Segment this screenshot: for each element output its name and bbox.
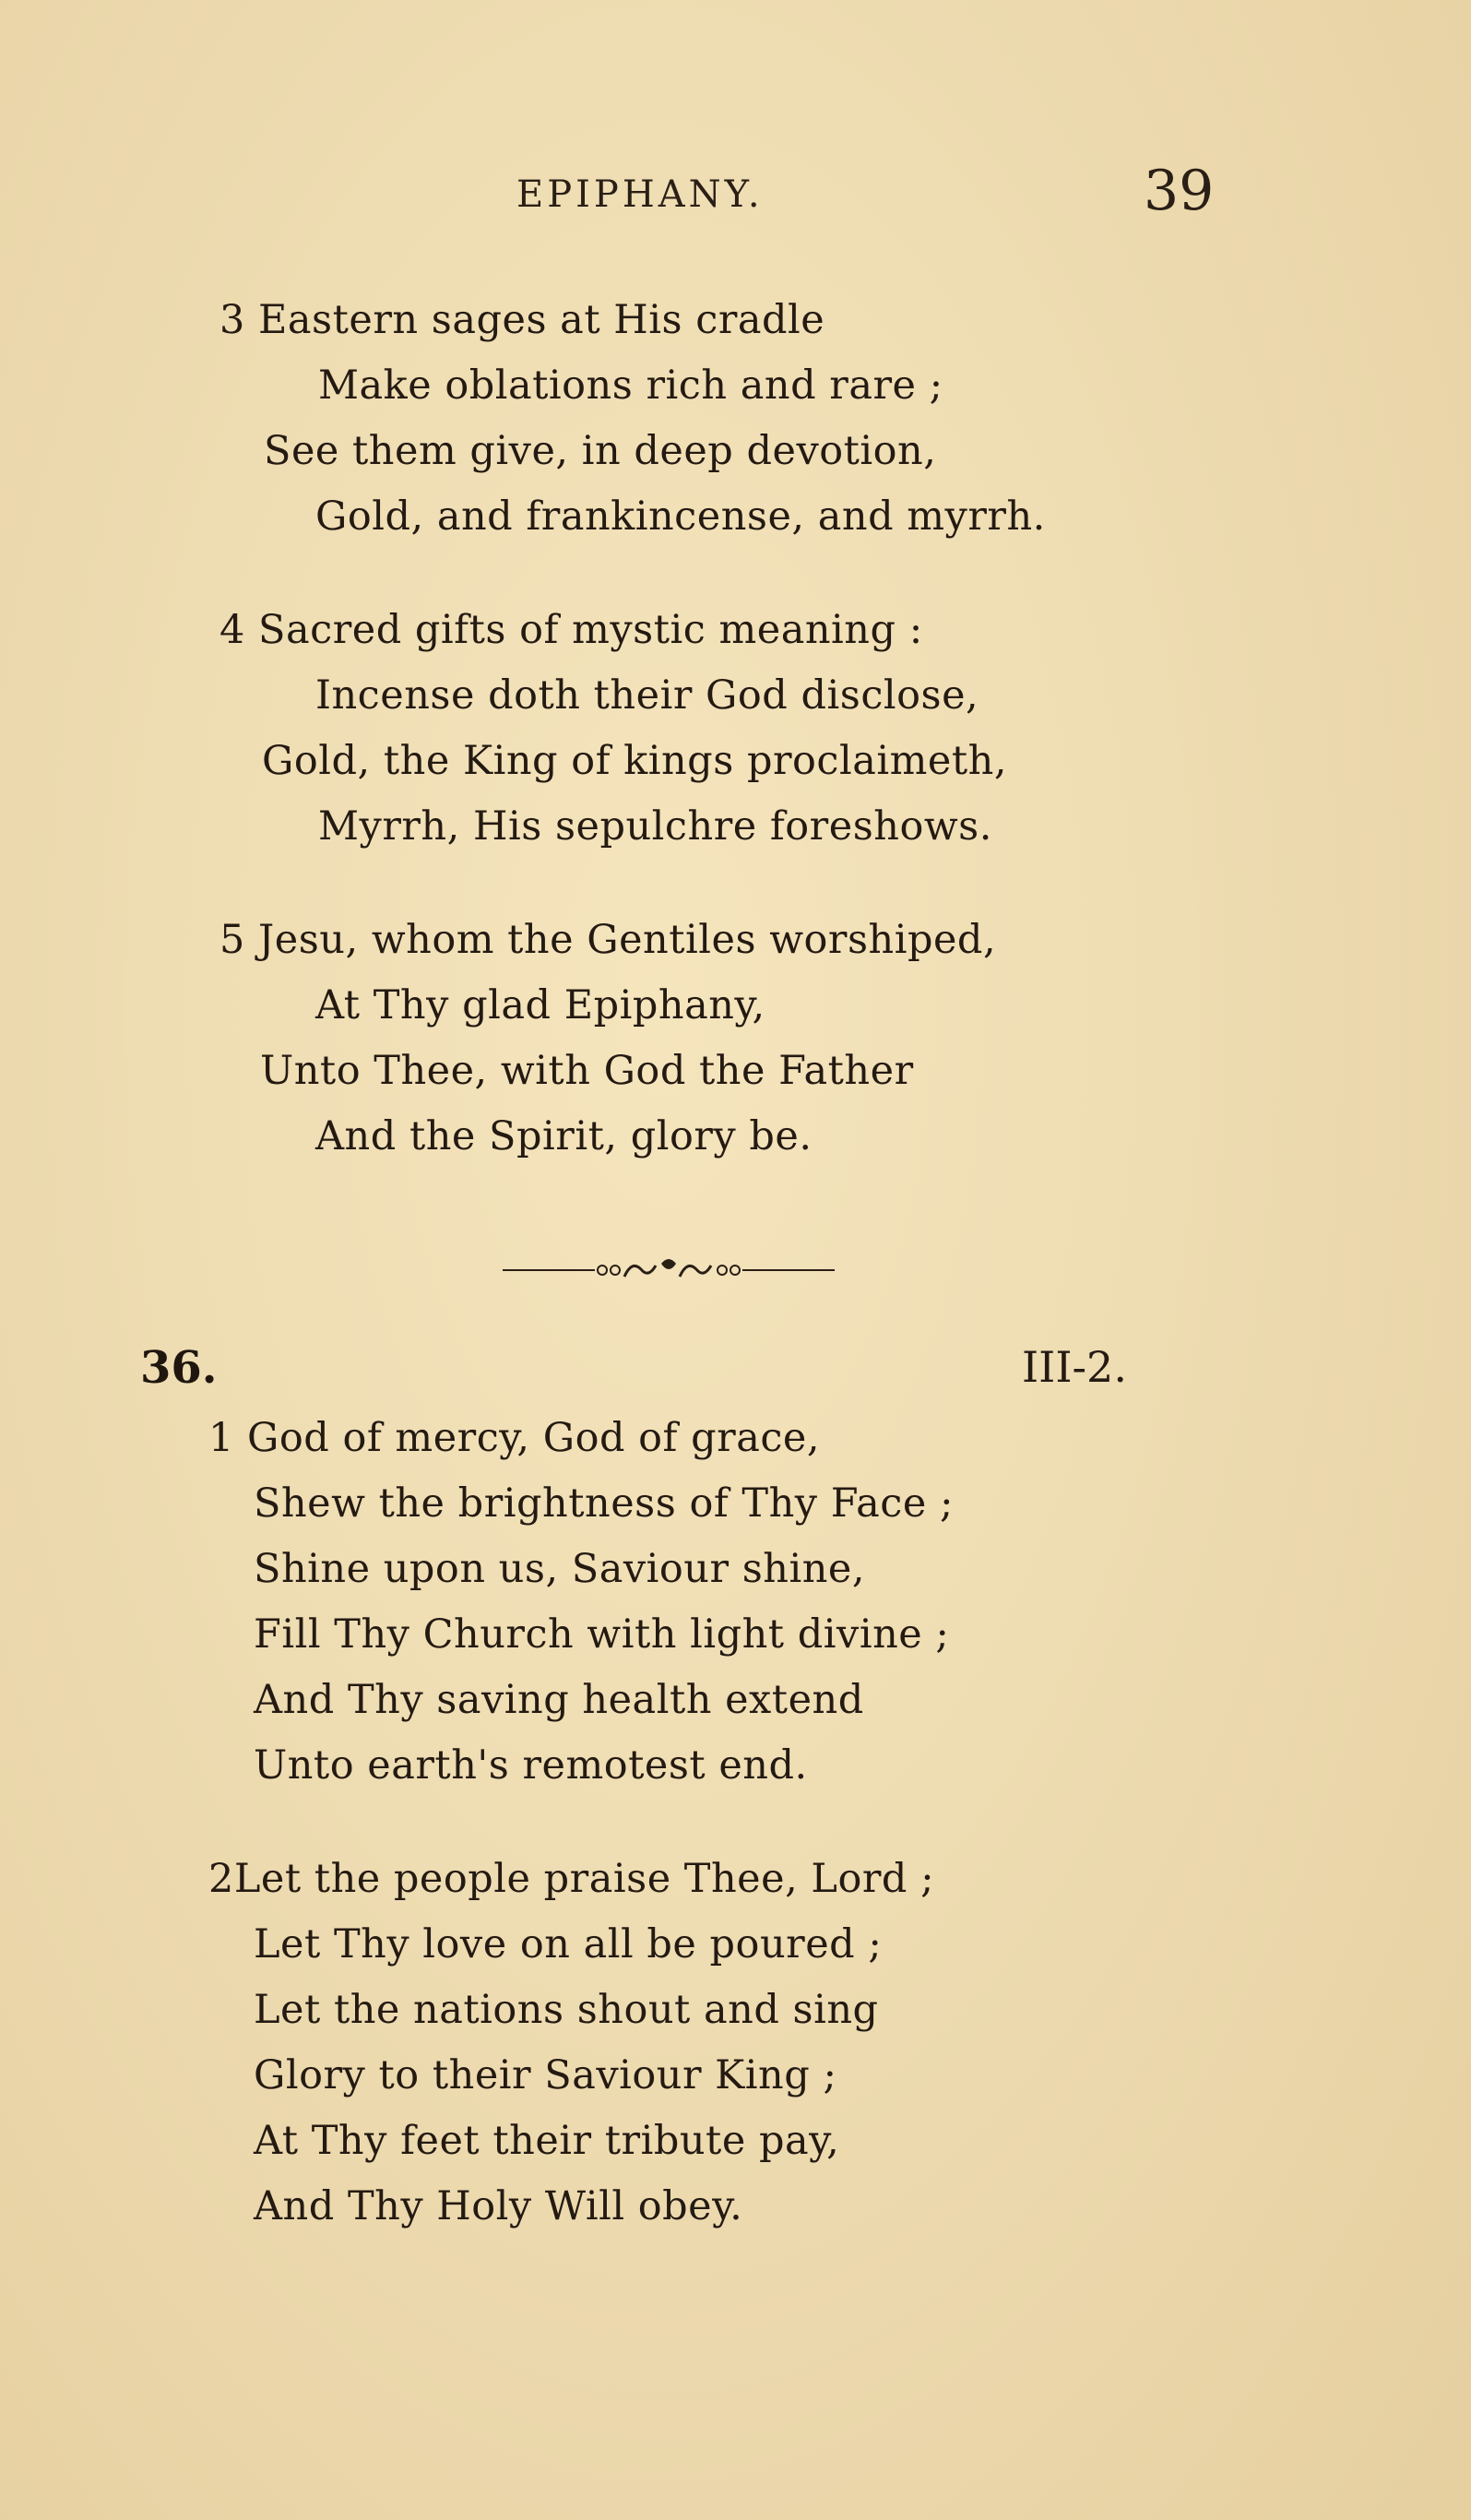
hymn-stanza-1-line-3: Shine upon us, Saviour shine, xyxy=(254,1546,866,1592)
stanza-5-line-2: At Thy glad Epiphany, xyxy=(315,982,765,1028)
hymn-stanza-2-line-4: Glory to their Saviour King ; xyxy=(254,2052,837,2098)
verse-text: God of mercy, God of grace, xyxy=(247,1415,821,1461)
hymn-stanza-1-line-5: And Thy saving health extend xyxy=(254,1677,864,1723)
verse-text: Jesu, whom the Gentiles worshiped, xyxy=(258,917,997,963)
hymn-stanza-2-line-6: And Thy Holy Will obey. xyxy=(254,2183,743,2229)
page-number: 39 xyxy=(1144,159,1215,223)
stanza-number: 2 xyxy=(208,1856,234,1902)
stanza-3-line-2: Make oblations rich and rare ; xyxy=(318,363,943,409)
stanza-number: 5 xyxy=(219,917,245,963)
hymn-meter: III-2. xyxy=(1022,1342,1127,1392)
stanza-4-line-2: Incense doth their God disclose, xyxy=(315,672,979,719)
verse-text: Let the people praise Thee, Lord ; xyxy=(233,1856,935,1902)
stanza-3-line-4: Gold, and frankincense, and myrrh. xyxy=(315,493,1046,540)
stanza-4-line-1 xyxy=(219,607,923,653)
stanza-number: 3 xyxy=(219,297,245,343)
hymn-stanza-2-line-5: At Thy feet their tribute pay, xyxy=(254,2118,840,2164)
hymn-stanza-1-line-4: Fill Thy Church with light divine ; xyxy=(254,1611,950,1658)
ornament-divider-icon xyxy=(503,1256,835,1284)
hymn-stanza-2-line-2: Let Thy love on all be poured ; xyxy=(254,1921,883,1967)
stanza-5-line-4: And the Spirit, glory be. xyxy=(315,1113,813,1159)
hymn-stanza-2-line-1 xyxy=(208,1856,935,1902)
hymn-stanza-1-line-2: Shew the brightness of Thy Face ; xyxy=(254,1480,954,1527)
running-title: EPIPHANY. xyxy=(516,173,764,216)
hymn-stanza-1-line-1 xyxy=(208,1415,821,1461)
stanza-5-line-3: Unto Thee, with God the Father xyxy=(260,1048,914,1094)
stanza-number: 1 xyxy=(208,1415,234,1461)
hymn-stanza-2-line-3: Let the nations shout and sing xyxy=(254,1987,879,2033)
verse-text: Eastern sages at His cradle xyxy=(258,297,825,343)
hymn-number: 36. xyxy=(140,1342,218,1394)
stanza-4-line-3: Gold, the King of kings proclaimeth, xyxy=(262,738,1007,784)
verse-text: Sacred gifts of mystic meaning : xyxy=(258,607,923,653)
hymn-stanza-1-line-6: Unto earth's remotest end. xyxy=(254,1742,808,1789)
stanza-5-line-1 xyxy=(219,917,997,963)
stanza-3-line-1 xyxy=(219,297,825,343)
stanza-3-line-3: See them give, in deep devotion, xyxy=(264,428,937,474)
stanza-number: 4 xyxy=(219,607,245,653)
stanza-4-line-4: Myrrh, His sepulchre foreshows. xyxy=(318,803,992,850)
